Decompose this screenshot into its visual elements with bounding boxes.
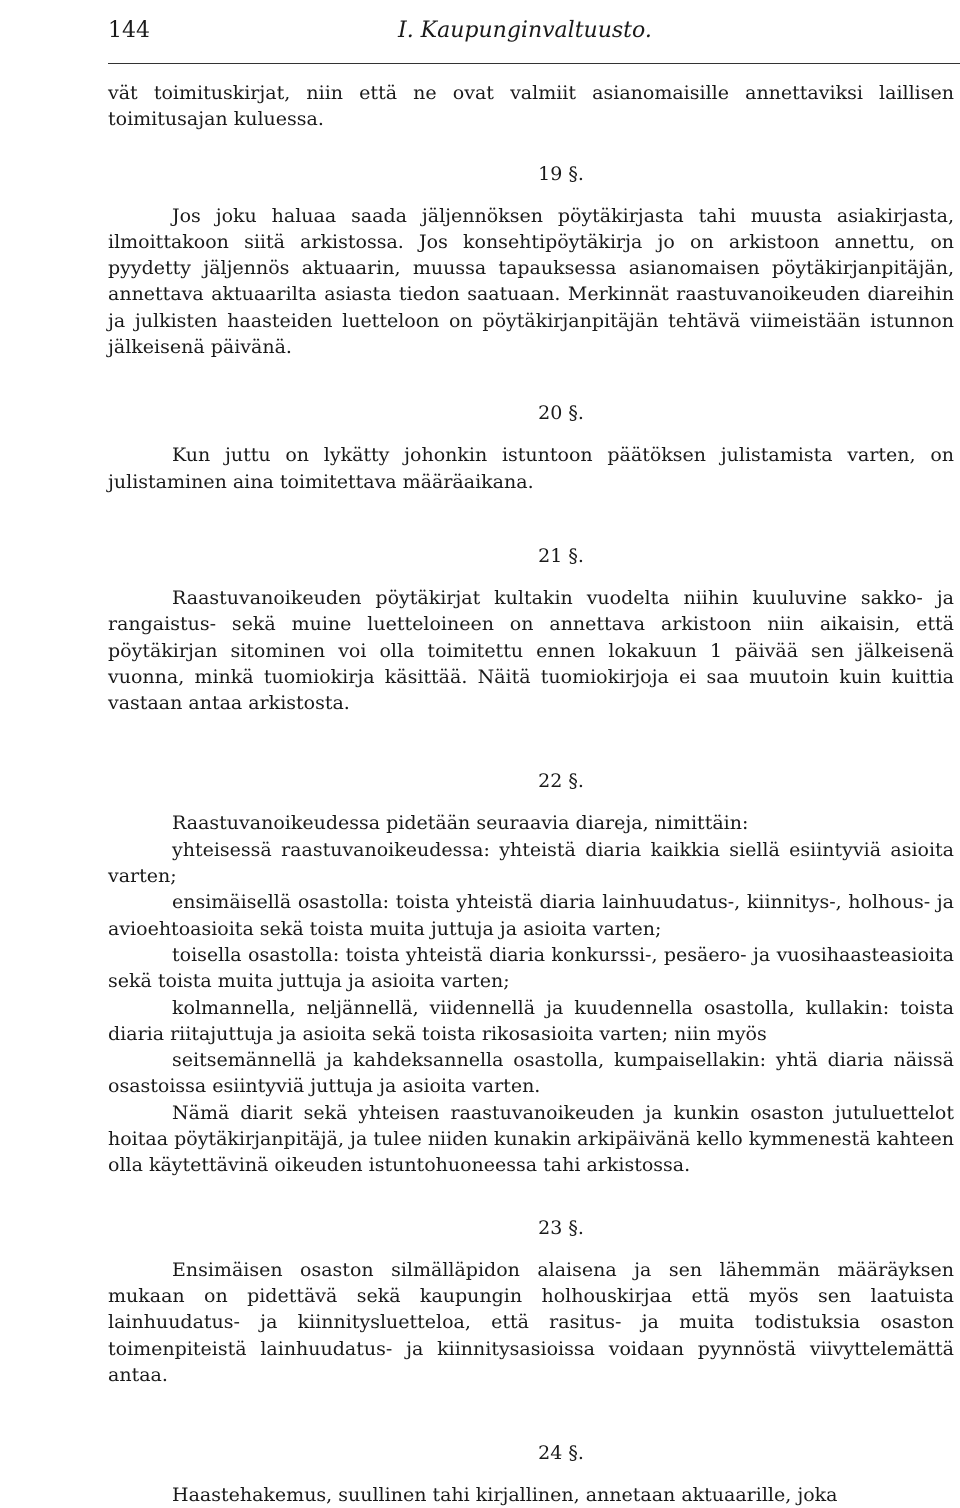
section-heading-23: 23 §.: [538, 1216, 584, 1239]
page-number: 144: [108, 18, 150, 43]
paragraph-20: Kun juttu on lykätty johonkin istuntoon päätöksen julistamista varten, on julistaminen aina toimitettava määräaikana.: [108, 444, 954, 493]
paragraph-24: Haastehakemus, suullinen tahi kirjallinen, annetaan aktuaarille, joka: [172, 1484, 838, 1507]
header-rule: [108, 63, 960, 64]
page-body: [108, 80, 954, 1508]
paragraph-19: Jos joku haluaa saada jäljennöksen pöytäkirjasta tahi muusta asiakirjasta, ilmoittakoon siitä arkistossa. Jos konsehtipöytäkirja jo on arkistoon annettu, on pyydetty jäljennös aktuaarin, muussa tapauksessa asianomaisen pöytäkirjanpitäjän, annettava aktuaarilta asiasta tiedon saatuaan. Merkinnät raastuvanoikeuden diareihin ja julkisten haasteiden luetteloon on pöytäkirjanpitäjän tehtävä viimeistään istunnon jälkeisenä päivänä.: [108, 204, 954, 359]
paragraph-22-seventh-eighth: seitsemännellä ja kahdeksannella osastolla, kumpaisellakin: yhtä diaria näissä osastoissa esiintyviä juttuja ja asioita varten.: [108, 1049, 954, 1098]
paragraph-23: Ensimäisen osaston silmälläpidon alaisena ja sen lähemmän määräyksen mukaan on pidettävä sekä kaupungin holhouskirjaa että myös sen laatuista lainhuudatus- ja kiinnitysluetteloa, että rasitus- ja muita todistuksia osaston toimenpiteistä lainhuudatus- ja kiinnitysasioissa voidaan pyynnöstä viivyttelemättä antaa.: [108, 1258, 954, 1386]
paragraph-22-third-sixth: kolmannella, neljännellä, viidennellä ja kuudennella osastolla, kullakin: toista diaria riitajuttuja ja asioita sekä toista rikosasioita varten; niin myös: [108, 996, 954, 1045]
section-heading-24: 24 §.: [538, 1442, 584, 1465]
paragraph-22-first: ensimäisellä osastolla: toista yhteistä diaria lainhuudatus-, kiinnitys-, holhous- ja avioehtoasioita sekä toista muita juttuja ja asioita varten;: [108, 891, 954, 940]
paragraph-22-common: yhteisessä raastuvanoikeudessa: yhteistä diaria kaikkia siellä esiintyviä asioita varten;: [108, 838, 954, 888]
section-heading-21: 21 §.: [538, 544, 584, 567]
paragraph-22-intro: Raastuvanoikeudessa pidetään seuraavia diareja, nimittäin:: [172, 812, 749, 835]
paragraph-21: Raastuvanoikeuden pöytäkirjat kultakin vuodelta niihin kuuluvine sakko- ja rangaistus- sekä muine luetteloineen on annettava arkistoon niin aikaisin, että pöytäkirjan sitominen voi olla toimitettu ennen lokakuun 1 päivää sen jälkeisenä vuonna, minkä tuomiokirja käsittää. Näitä tuomiokirjoja ei saa muutoin kuin kuittia vastaan antaa arkistosta.: [108, 586, 954, 715]
section-heading-19: 19 §.: [538, 162, 584, 185]
page-header: [108, 18, 936, 54]
paragraph-intro: vät toimituskirjat, niin että ne ovat valmiit asianomaisille annettaviksi laillisen toimitusajan kuluessa.: [108, 82, 954, 131]
section-heading-22: 22 §.: [538, 770, 584, 793]
running-title: I. Kaupunginvaltuusto.: [398, 18, 652, 43]
paragraph-22-diaries: Nämä diarit sekä yhteisen raastuvanoikeuden ja kunkin osaston jutuluettelot hoitaa pöytäkirjanpitäjä, ja tulee niiden kunakin arkipäivänä kello kymmenestä kahteen olla käytettävinä oikeuden istuntohuoneessa tahi arkistossa.: [108, 1101, 954, 1177]
section-heading-20: 20 §.: [538, 402, 584, 425]
paragraph-22-second: toisella osastolla: toista yhteistä diaria konkurssi-, pesäero- ja vuosihaasteasioita sekä toista muita juttuja ja asioita varten;: [108, 943, 954, 993]
